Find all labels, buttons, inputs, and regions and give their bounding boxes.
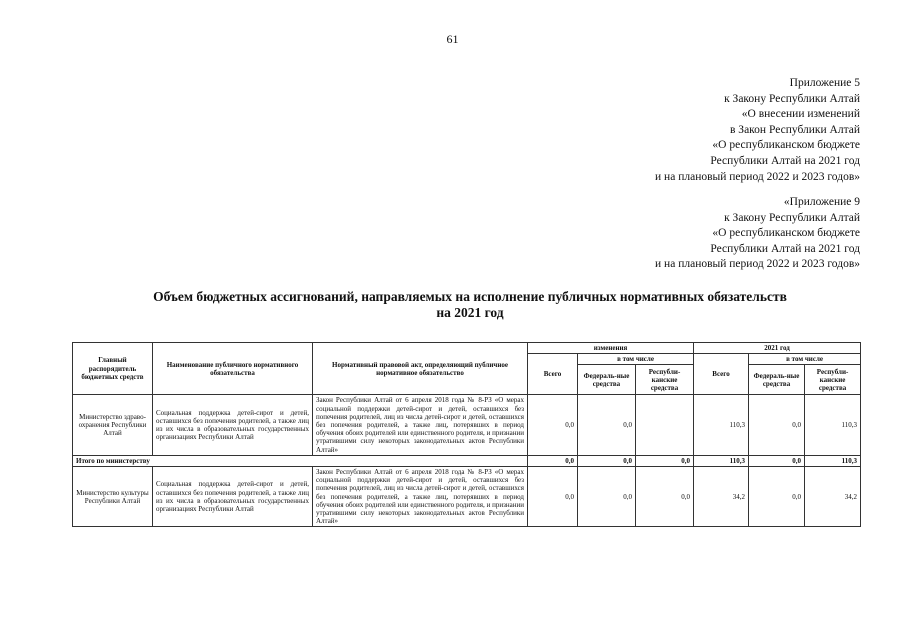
cell-changes-federal: 0,0 [578, 467, 636, 527]
header-2021-federal: Федераль-ные средства [749, 365, 805, 395]
appendix-9-line: «Приложение 9 [783, 196, 860, 208]
appendix-9-line: «О республиканском бюджете [712, 227, 860, 240]
document-title-line-1: Объем бюджетных ассигнований, направляемых на исполнение публичных нормативных обязательств [153, 289, 787, 304]
cell-total-changes-republic: 0,0 [636, 455, 694, 466]
cell-total-2021-republic: 110,3 [805, 455, 861, 466]
budget-table [72, 342, 861, 527]
cell-obligation: Социальная поддержка детей-сирот и детей, оставшихся без попечения родителей, а также лиц из их числа в образовательных государственных организациях Республики Алтай [153, 395, 313, 455]
cell-changes-republic: 0,0 [636, 467, 694, 527]
cell-changes-total: 0,0 [528, 467, 578, 527]
cell-total-changes-total: 0,0 [528, 455, 578, 466]
appendix-5-line: и на плановый период 2022 и 2023 годов» [655, 170, 860, 183]
appendix-5-block [655, 76, 860, 185]
cell-total-2021-total: 110,3 [694, 455, 749, 466]
header-changes-republic: Республи-канские средства [636, 365, 694, 395]
appendix-9-line: Республики Алтай на 2021 год [710, 242, 860, 255]
cell-obligation: Социальная поддержка детей-сирот и детей, оставшихся без попечения родителей, а также лиц из их числа в образовательных государственных организациях Республики Алтай [153, 467, 313, 527]
appendix-9-block [655, 195, 860, 273]
appendix-9-line: к Закону Республики Алтай [724, 211, 860, 224]
cell-total-changes-federal: 0,0 [578, 455, 636, 466]
table-row [73, 467, 861, 527]
header-obligation: Наименование публичного нормативного обязательства [153, 343, 313, 395]
cell-changes-federal: 0,0 [578, 395, 636, 455]
document-title-line-2: на 2021 год [436, 305, 504, 320]
cell-total-2021-federal: 0,0 [749, 455, 805, 466]
cell-act: Закон Республики Алтай от 6 апреля 2018 года № 8-РЗ «О мерах социальной поддержки детей-сирот и детей, оставшихся без попечения родителей, лиц из числа детей-сирот и детей, оставшихся без попечения родителей, а также лиц, потерявших в период обучения обоих родителей или единственного родителя, и признании утратившими силу некоторых законодательных актов Республики Алтай» [313, 395, 528, 455]
appendix-9-line: и на плановый период 2022 и 2023 годов» [655, 258, 860, 271]
header-changes: изменения [528, 343, 694, 354]
header-2021: 2021 год [694, 343, 861, 354]
cell-2021-total: 110,3 [694, 395, 749, 455]
header-2021-including: в том числе [749, 354, 861, 365]
table-row [73, 395, 861, 455]
table-row-ministry-total [73, 455, 861, 466]
appendix-5-line: «О внесении изменений [741, 108, 860, 121]
cell-manager: Министерство здраво-охранения Республики Алтай [73, 395, 153, 455]
header-manager: Главный распорядитель бюджетных средств [73, 343, 153, 395]
cell-changes-total: 0,0 [528, 395, 578, 455]
document-title [60, 289, 880, 321]
cell-changes-republic [636, 395, 694, 455]
cell-manager: Министерство культуры Республики Алтай [73, 467, 153, 527]
appendix-5-line: «О республиканском бюджете [712, 139, 860, 152]
cell-2021-total: 34,2 [694, 467, 749, 527]
header-2021-republic: Республи-канские средства [805, 365, 861, 395]
appendix-5-line: к Закону Республики Алтай [724, 92, 860, 105]
cell-2021-federal: 0,0 [749, 467, 805, 527]
appendix-5-line: Приложение 5 [789, 77, 860, 89]
header-changes-federal: Федераль-ные средства [578, 365, 636, 395]
appendix-5-line: Республики Алтай на 2021 год [710, 154, 860, 167]
cell-act: Закон Республики Алтай от 6 апреля 2018 года № 8-РЗ «О мерах социальной поддержки детей-сирот и детей, оставшихся без попечения родителей, лиц из числа детей-сирот и детей, оставшихся без попечения родителей, а также лиц, потерявших в период обучения обоих родителей или единственного родителя, и признании утратившими силу некоторых законодательных актов Республики Алтай» [313, 467, 528, 527]
header-act: Нормативный правовой акт, определяющий публичное нормативное обязательство [313, 343, 528, 395]
header-2021-total: Всего [694, 354, 749, 395]
appendix-5-line: в Закон Республики Алтай [730, 123, 860, 136]
cell-2021-republic: 110,3 [805, 395, 861, 455]
page-number: 61 [446, 32, 459, 46]
cell-2021-republic: 34,2 [805, 467, 861, 527]
header-changes-total: Всего [528, 354, 578, 395]
header-changes-including: в том числе [578, 354, 694, 365]
cell-2021-federal: 0,0 [749, 395, 805, 455]
cell-total-label: Итого по министерству [73, 455, 528, 466]
